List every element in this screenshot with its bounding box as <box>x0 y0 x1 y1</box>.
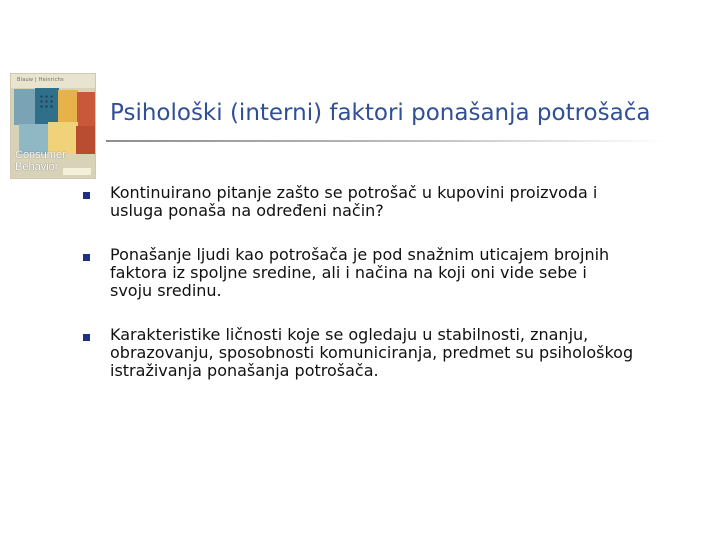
slide-title: Psihološki (interni) faktori ponašanja potrošača <box>110 100 651 126</box>
cover-block <box>76 126 95 154</box>
bullet-square-icon <box>83 254 90 261</box>
bullet-square-icon <box>83 192 90 199</box>
bullet-text-line: faktora iz spoljne sredine, ali i načina na koji oni vide sebe i <box>110 263 587 282</box>
bullet-text-line: Kontinuirano pitanje zašto se potrošač u kupovini proizvoda i <box>110 183 598 202</box>
bullet-text-line: Ponašanje ljudi kao potrošača je pod snažnim uticajem brojnih <box>110 245 610 264</box>
bullet-text-line: istraživanja ponašanja potrošača. <box>110 361 379 380</box>
bullet-square-icon <box>83 334 90 341</box>
cover-edition-label <box>63 168 91 175</box>
cover-authors: Blauw | Heinrichs <box>17 77 64 83</box>
book-cover-image <box>10 73 96 179</box>
cover-dot-pattern <box>39 94 55 110</box>
bullet-item <box>80 246 700 300</box>
cover-block <box>77 92 95 126</box>
cover-title-line2: Behavior <box>15 161 59 173</box>
bullet-text-line: usluga ponaša na određeni način? <box>110 201 384 220</box>
bullet-text-line: Karakteristike ličnosti koje se ogledaju u stabilnosti, znanju, <box>110 325 589 344</box>
title-divider <box>106 140 666 142</box>
bullet-text-line: obrazovanju, sposobnosti komuniciranja, predmet su psihološkog <box>110 343 634 362</box>
cover-title-line1: Consumer <box>15 149 66 161</box>
cover-block <box>14 89 36 125</box>
cover-block <box>58 90 78 122</box>
bullet-item <box>80 326 700 380</box>
bullet-list <box>80 184 700 406</box>
bullet-item <box>80 184 700 220</box>
bullet-text-line: svoju sredinu. <box>110 281 222 300</box>
